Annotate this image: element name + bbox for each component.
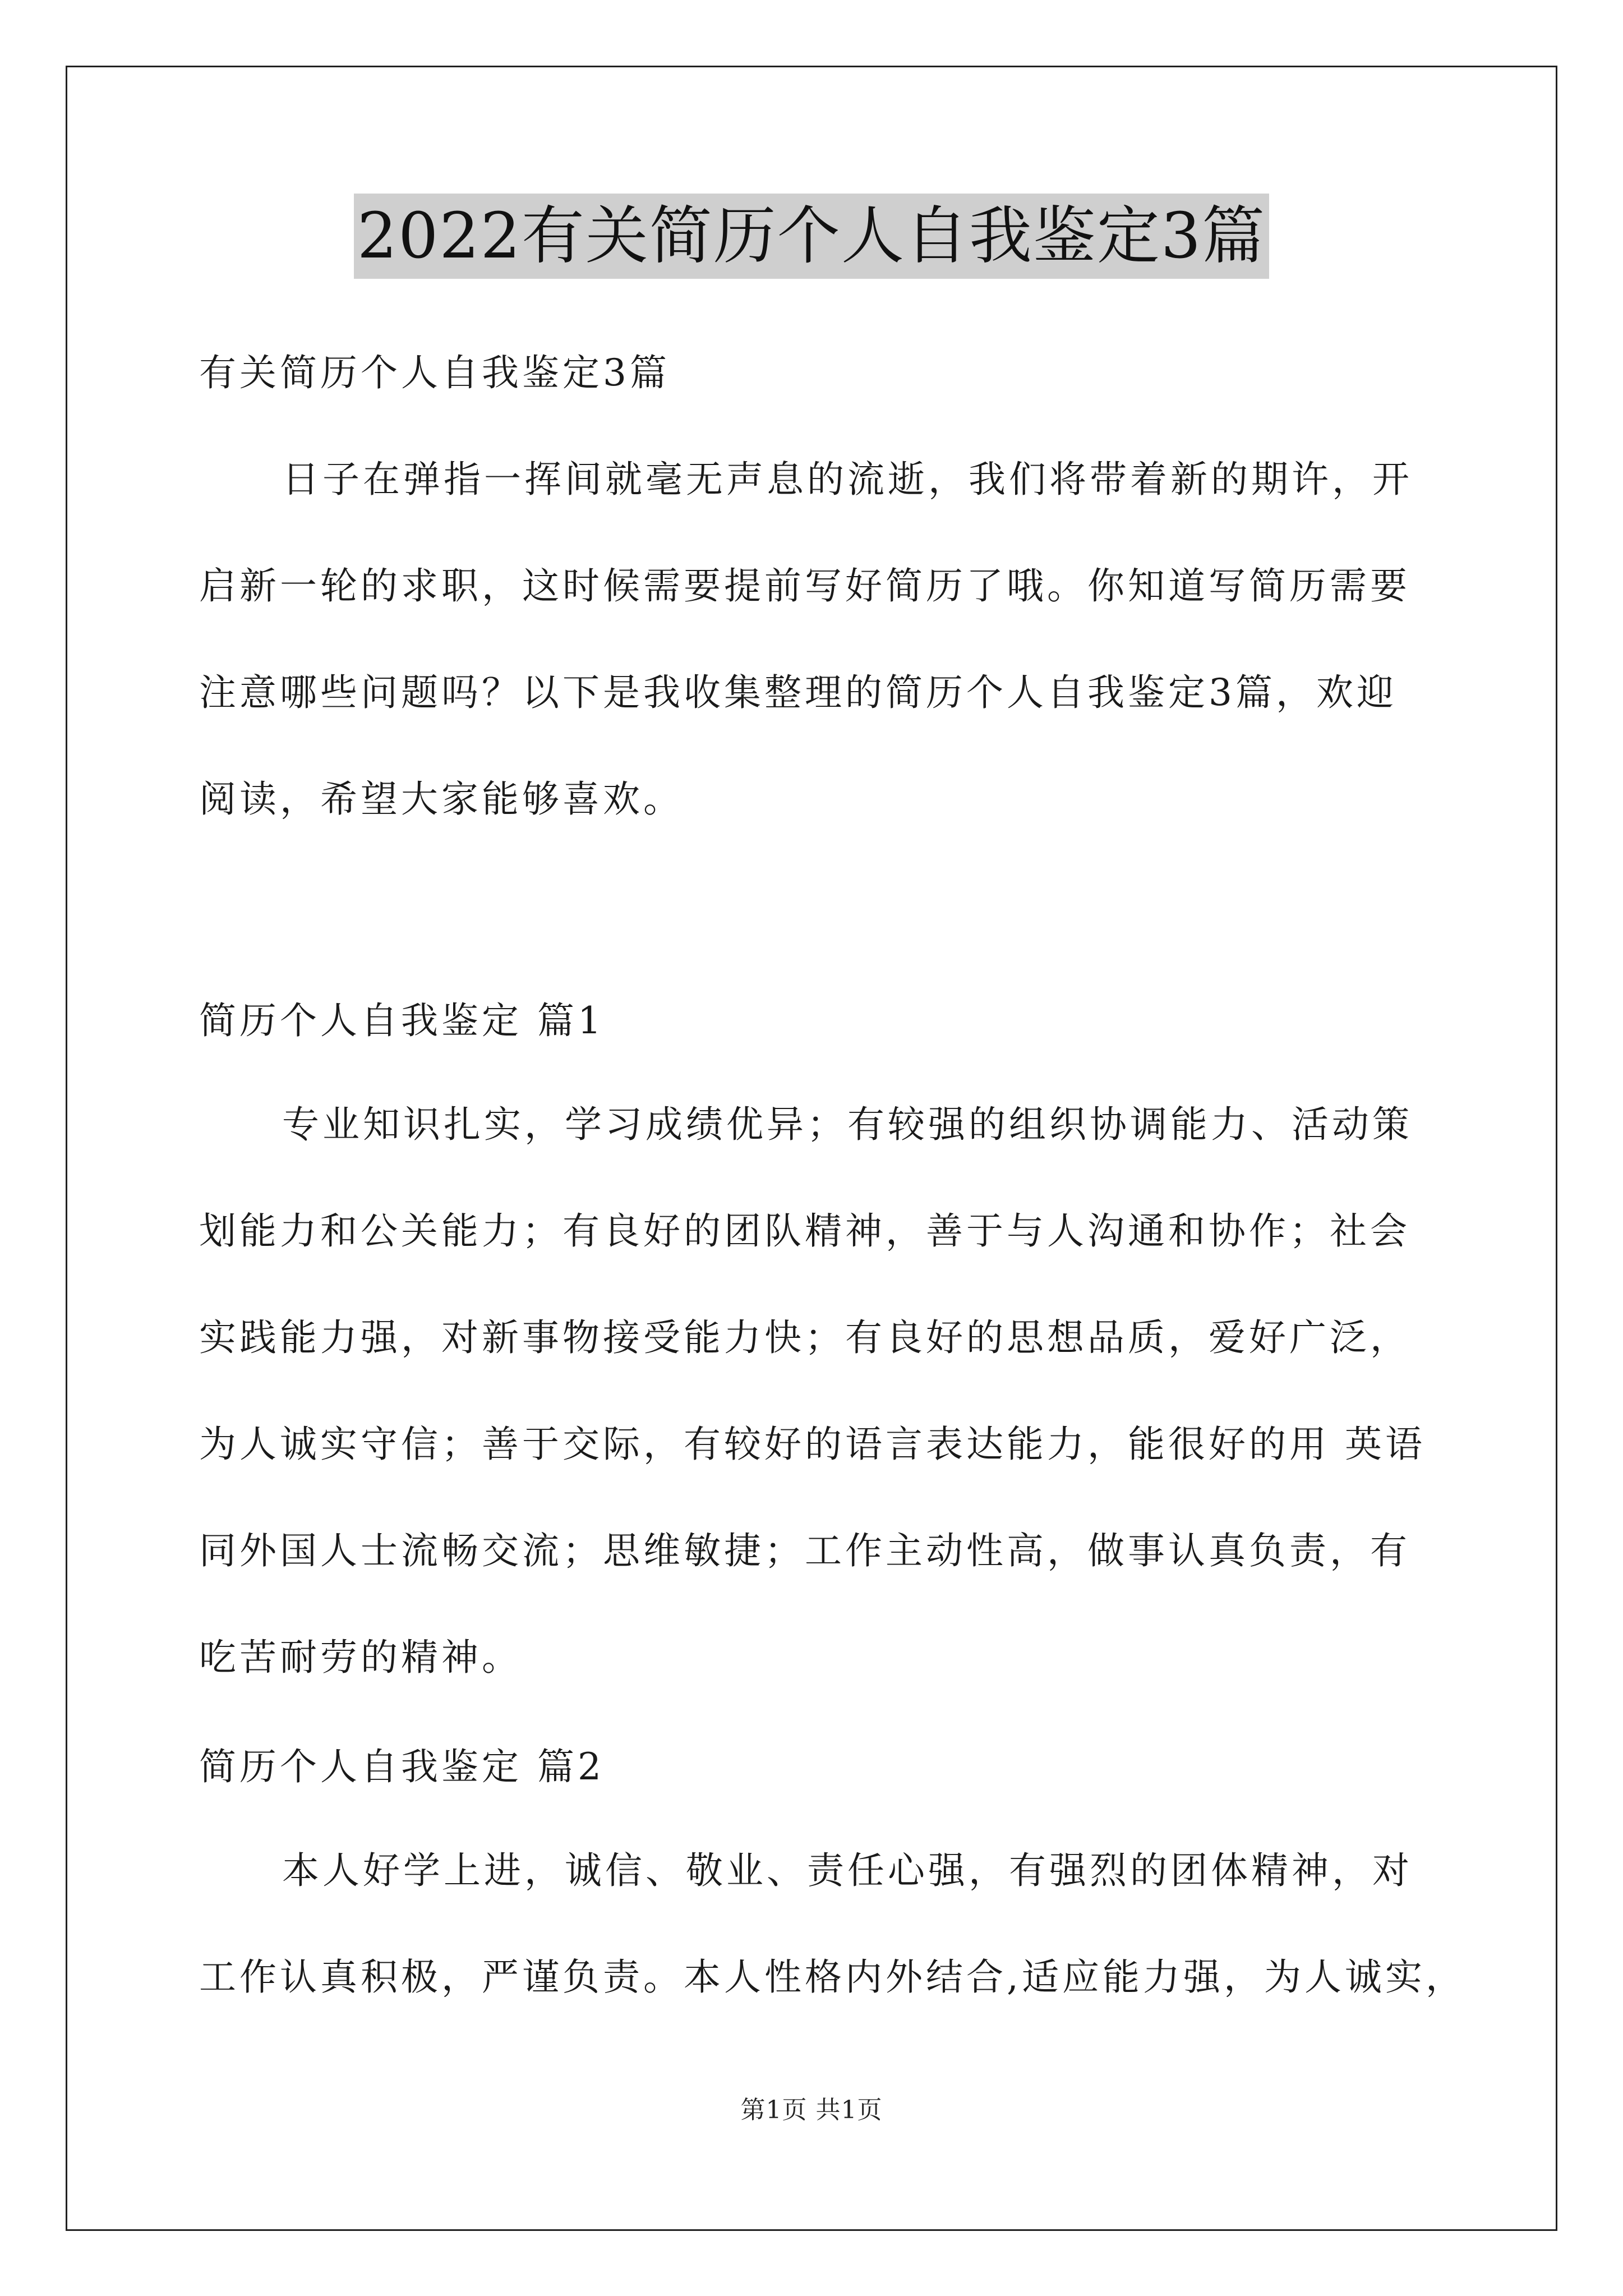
section1-line: 实践能力强，对新事物接受能力快；有良好的思想品质，爱好广泛， [199, 1316, 1410, 1359]
section1-heading: 简历个人自我鉴定 篇1 [199, 999, 605, 1042]
intro-line: 日子在弹指一挥间就毫无声息的流逝，我们将带着新的期许，开 [282, 458, 1413, 501]
document-title: 2022有关简历个人自我鉴定3篇 [354, 194, 1269, 279]
intro-line: 阅读，希望大家能够喜欢。 [199, 777, 684, 821]
section1-line: 同外国人士流畅交流；思维敏捷；工作主动性高，做事认真负责，有 [199, 1529, 1410, 1572]
intro-line: 注意哪些问题吗？以下是我收集整理的简历个人自我鉴定3篇，欢迎 [199, 671, 1397, 714]
title-container [0, 194, 1623, 279]
section2-line: 工作认真积极，严谨负责。本人性格内外结合,适应能力强，为人诚实， [199, 1955, 1466, 1999]
section2-line: 本人好学上进，诚信、敬业、责任心强，有强烈的团体精神，对 [282, 1849, 1413, 1892]
page-footer: 第1页 共1页 [740, 2096, 883, 2124]
section2-heading: 简历个人自我鉴定 篇2 [199, 1745, 605, 1788]
intro-line: 启新一轮的求职，这时候需要提前写好简历了哦。你知道写简历需要 [199, 564, 1410, 608]
section1-line: 划能力和公关能力；有良好的团队精神，善于与人沟通和协作；社会 [199, 1209, 1410, 1253]
section1-line: 为人诚实守信；善于交际，有较好的语言表达能力，能很好的用 英语 [199, 1423, 1426, 1466]
section1-line: 吃苦耐劳的精神。 [199, 1636, 522, 1679]
subtitle: 有关简历个人自我鉴定3篇 [199, 351, 670, 394]
section1-line: 专业知识扎实，学习成绩优异；有较强的组织协调能力、活动策 [282, 1103, 1413, 1146]
